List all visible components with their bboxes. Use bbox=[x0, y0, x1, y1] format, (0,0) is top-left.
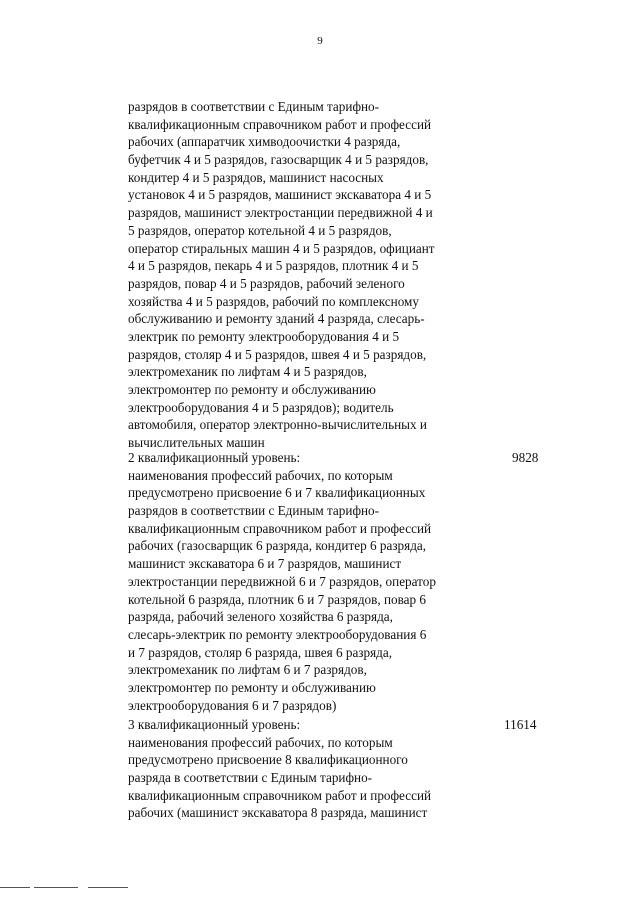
text-line: разряда в соответствии с Единым тарифно- bbox=[128, 770, 373, 786]
qualification-level-3-block bbox=[128, 716, 492, 822]
text-line: электромонтер по ремонту и обслуживанию bbox=[128, 679, 376, 695]
text-line: 4 и 5 разрядов, пекарь 4 и 5 разрядов, плотник 4 и 5 bbox=[128, 258, 419, 274]
footer-divider bbox=[88, 887, 128, 888]
text-line: хозяйства 4 и 5 разрядов, рабочий по комплексному bbox=[128, 293, 419, 309]
text-line: кондитер 4 и 5 разрядов, машинист насосных bbox=[128, 169, 384, 185]
text-line: разрядов, повар 4 и 5 разрядов, рабочий зеленого bbox=[128, 275, 405, 291]
page-number: 9 bbox=[317, 35, 323, 47]
text-line: разрядов, столяр 4 и 5 разрядов, швея 4 и 5 разрядов, bbox=[128, 346, 427, 362]
text-line: квалификационным справочником работ и профессий bbox=[128, 116, 432, 132]
text-line: вычислительных машин bbox=[128, 435, 265, 451]
text-line: электрик по ремонту электрооборудования 4 и 5 bbox=[128, 328, 400, 344]
text-line: электромонтер по ремонту и обслуживанию bbox=[128, 382, 376, 397]
footer-divider bbox=[34, 887, 78, 888]
salary-value-level-3: 11614 bbox=[504, 717, 537, 732]
text-line: разряда, рабочий зеленого хозяйства 6 разряда, bbox=[128, 609, 393, 625]
text-line: разрядов в соответствии с Единым тарифно- bbox=[128, 503, 380, 519]
text-line: рабочих (машинист экскаватора 8 разряда, машинист bbox=[128, 805, 428, 821]
text-line: электрооборудования 6 и 7 разрядов) bbox=[128, 697, 337, 713]
continuation-text-block bbox=[128, 98, 492, 452]
text-line: машинист экскаватора 6 и 7 разрядов, машинист bbox=[128, 556, 402, 572]
text-line: и 7 разрядов, столяр 6 разряда, швея 6 разряда, bbox=[128, 644, 393, 660]
text-line: буфетчик 4 и 5 разрядов, газосварщик 4 и 5 разрядов, bbox=[128, 152, 429, 168]
text-line: предусмотрено присвоение 6 и 7 квалификационных bbox=[128, 485, 426, 501]
text-line: предусмотрено присвоение 8 квалификационного bbox=[128, 752, 408, 768]
text-line: обслуживанию и ремонту зданий 4 разряда, слесарь- bbox=[128, 311, 425, 327]
text-line: электрооборудования 4 и 5 разрядов); водитель bbox=[128, 399, 394, 415]
text-line: 5 разрядов, оператор котельной 4 и 5 разрядов, bbox=[128, 222, 392, 238]
text-line: электромеханик по лифтам 6 и 7 разрядов, bbox=[128, 662, 367, 678]
text-line: слесарь-электрик по ремонту электрооборудования 6 bbox=[128, 626, 427, 642]
text-line: установок 4 и 5 разрядов, машинист экскаватора 4 и 5 bbox=[128, 187, 432, 203]
qualification-level-heading: 3 квалификационный уровень: bbox=[128, 717, 301, 732]
salary-value-level-2: 9828 bbox=[512, 450, 539, 465]
text-line: электростанции передвижной 6 и 7 разрядов, оператор bbox=[128, 573, 436, 589]
text-line: рабочих (аппаратчик химводоочистки 4 разряда, bbox=[128, 134, 401, 150]
text-line: рабочих (газосварщик 6 разряда, кондитер 6 разряда, bbox=[128, 538, 427, 554]
text-line: автомобиля, оператор электронно-вычислительных и bbox=[128, 417, 427, 433]
text-line: котельной 6 разряда, плотник 6 и 7 разрядов, повар 6 bbox=[128, 591, 426, 607]
text-line: квалификационным справочником работ и профессий bbox=[128, 520, 432, 536]
footer-divider bbox=[0, 887, 30, 888]
text-line: квалификационным справочником работ и профессий bbox=[128, 787, 432, 803]
text-line: разрядов в соответствии с Единым тарифно- bbox=[128, 99, 380, 114]
qualification-level-heading: 2 квалификационный уровень: bbox=[128, 450, 301, 465]
text-line: разрядов, машинист электростанции передвижной 4 и bbox=[128, 205, 433, 221]
text-line: оператор стиральных машин 4 и 5 разрядов, официант bbox=[128, 240, 435, 256]
text-line: наименования профессий рабочих, по которым bbox=[128, 734, 393, 750]
qualification-level-2-block bbox=[128, 449, 492, 714]
text-line: наименования профессий рабочих, по которым bbox=[128, 467, 393, 483]
text-line: электромеханик по лифтам 4 и 5 разрядов, bbox=[128, 364, 367, 380]
